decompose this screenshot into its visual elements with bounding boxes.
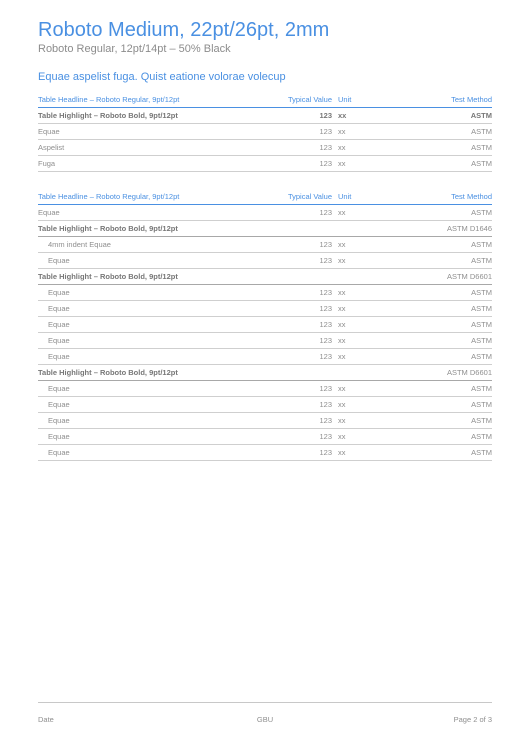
row-method: ASTM bbox=[378, 124, 492, 140]
group-method: ASTM D6601 bbox=[378, 365, 492, 381]
row-method: ASTM bbox=[378, 156, 492, 172]
row-unit: xx bbox=[338, 381, 378, 397]
row-label: Equae bbox=[38, 429, 278, 445]
row-unit: xx bbox=[338, 317, 378, 333]
column-header-label: Table Headline – Roboto Regular, 9pt/12pt bbox=[38, 188, 278, 205]
row-value: 123 bbox=[278, 413, 338, 429]
row-label: Equae bbox=[38, 253, 278, 269]
group-label: Table Highlight – Roboto Bold, 9pt/12pt bbox=[38, 221, 278, 237]
table-row bbox=[38, 333, 492, 349]
row-unit: xx bbox=[338, 349, 378, 365]
row-label: Equae bbox=[38, 317, 278, 333]
row-label: Fuga bbox=[38, 156, 278, 172]
page-footer bbox=[38, 702, 492, 724]
row-method: ASTM bbox=[378, 285, 492, 301]
group-method: ASTM D1646 bbox=[378, 221, 492, 237]
row-unit: xx bbox=[338, 140, 378, 156]
row-label: Equae bbox=[38, 333, 278, 349]
table-row bbox=[38, 253, 492, 269]
row-method: ASTM bbox=[378, 333, 492, 349]
row-method: ASTM bbox=[378, 317, 492, 333]
table-row bbox=[38, 349, 492, 365]
row-value: 123 bbox=[278, 397, 338, 413]
table-group-row bbox=[38, 221, 492, 237]
table-group-row bbox=[38, 365, 492, 381]
table-row bbox=[38, 124, 492, 140]
row-method: ASTM bbox=[378, 413, 492, 429]
row-label: Table Highlight – Roboto Bold, 9pt/12pt bbox=[38, 108, 278, 124]
table-row bbox=[38, 381, 492, 397]
row-method: ASTM bbox=[378, 108, 492, 124]
row-value: 123 bbox=[278, 333, 338, 349]
column-header-unit: Unit bbox=[338, 91, 378, 108]
row-value: 123 bbox=[278, 140, 338, 156]
row-label: 4mm indent Equae bbox=[38, 237, 278, 253]
column-header-label: Table Headline – Roboto Regular, 9pt/12pt bbox=[38, 91, 278, 108]
row-value: 123 bbox=[278, 205, 338, 221]
row-value: 123 bbox=[278, 429, 338, 445]
page-subtitle: Roboto Regular, 12pt/14pt – 50% Black bbox=[38, 43, 231, 55]
row-value: 123 bbox=[278, 253, 338, 269]
row-value: 123 bbox=[278, 317, 338, 333]
row-unit: xx bbox=[338, 237, 378, 253]
row-unit: xx bbox=[338, 124, 378, 140]
row-method: ASTM bbox=[378, 445, 492, 461]
row-method: ASTM bbox=[378, 301, 492, 317]
row-unit: xx bbox=[338, 253, 378, 269]
row-label: Equae bbox=[38, 381, 278, 397]
column-header-value: Typical Value bbox=[278, 91, 338, 108]
row-label: Equae bbox=[38, 445, 278, 461]
row-value: 123 bbox=[278, 156, 338, 172]
table-group-row bbox=[38, 269, 492, 285]
table-row bbox=[38, 156, 492, 172]
table-row bbox=[38, 413, 492, 429]
row-label: Equae bbox=[38, 285, 278, 301]
row-unit: xx bbox=[338, 108, 378, 124]
row-label: Equae bbox=[38, 124, 278, 140]
column-header-method: Test Method bbox=[378, 188, 492, 205]
group-label: Table Highlight – Roboto Bold, 9pt/12pt bbox=[38, 269, 278, 285]
row-value: 123 bbox=[278, 381, 338, 397]
row-label: Equae bbox=[38, 205, 278, 221]
row-method: ASTM bbox=[378, 253, 492, 269]
row-label: Equae bbox=[38, 301, 278, 317]
row-unit: xx bbox=[338, 205, 378, 221]
table-header-row bbox=[38, 91, 492, 108]
table-row bbox=[38, 301, 492, 317]
table-row bbox=[38, 285, 492, 301]
row-label: Aspelist bbox=[38, 140, 278, 156]
row-label: Equae bbox=[38, 397, 278, 413]
row-unit: xx bbox=[338, 156, 378, 172]
table-header-row bbox=[38, 188, 492, 205]
row-label: Equae bbox=[38, 413, 278, 429]
group-label: Table Highlight – Roboto Bold, 9pt/12pt bbox=[38, 365, 278, 381]
row-unit: xx bbox=[338, 333, 378, 349]
row-method: ASTM bbox=[378, 429, 492, 445]
row-unit: xx bbox=[338, 445, 378, 461]
table-row bbox=[38, 317, 492, 333]
page-title: Roboto Medium, 22pt/26pt, 2mm bbox=[38, 19, 330, 41]
table-row bbox=[38, 445, 492, 461]
row-value: 123 bbox=[278, 349, 338, 365]
spec-table-1 bbox=[38, 91, 492, 172]
table-row bbox=[38, 205, 492, 221]
row-method: ASTM bbox=[378, 237, 492, 253]
section-title: Equae aspelist fuga. Quist eatione volorae volecup bbox=[38, 71, 286, 83]
row-method: ASTM bbox=[378, 381, 492, 397]
table-row bbox=[38, 108, 492, 124]
row-method: ASTM bbox=[378, 349, 492, 365]
row-value: 123 bbox=[278, 285, 338, 301]
footer-date: Date bbox=[38, 715, 54, 724]
row-unit: xx bbox=[338, 413, 378, 429]
table-row bbox=[38, 397, 492, 413]
table-row bbox=[38, 237, 492, 253]
spec-table-2 bbox=[38, 188, 492, 461]
row-method: ASTM bbox=[378, 397, 492, 413]
column-header-unit: Unit bbox=[338, 188, 378, 205]
row-unit: xx bbox=[338, 285, 378, 301]
row-label: Equae bbox=[38, 349, 278, 365]
table-row bbox=[38, 429, 492, 445]
row-value: 123 bbox=[278, 124, 338, 140]
footer-center: GBU bbox=[256, 715, 274, 724]
row-method: ASTM bbox=[378, 140, 492, 156]
row-method: ASTM bbox=[378, 205, 492, 221]
row-unit: xx bbox=[338, 301, 378, 317]
row-value: 123 bbox=[278, 301, 338, 317]
footer-page-number: Page 2 of 3 bbox=[453, 715, 492, 724]
column-header-value: Typical Value bbox=[278, 188, 338, 205]
row-value: 123 bbox=[278, 108, 338, 124]
column-header-method: Test Method bbox=[378, 91, 492, 108]
group-method: ASTM D6601 bbox=[378, 269, 492, 285]
row-value: 123 bbox=[278, 237, 338, 253]
row-unit: xx bbox=[338, 429, 378, 445]
table-row bbox=[38, 140, 492, 156]
row-value: 123 bbox=[278, 445, 338, 461]
row-unit: xx bbox=[338, 397, 378, 413]
